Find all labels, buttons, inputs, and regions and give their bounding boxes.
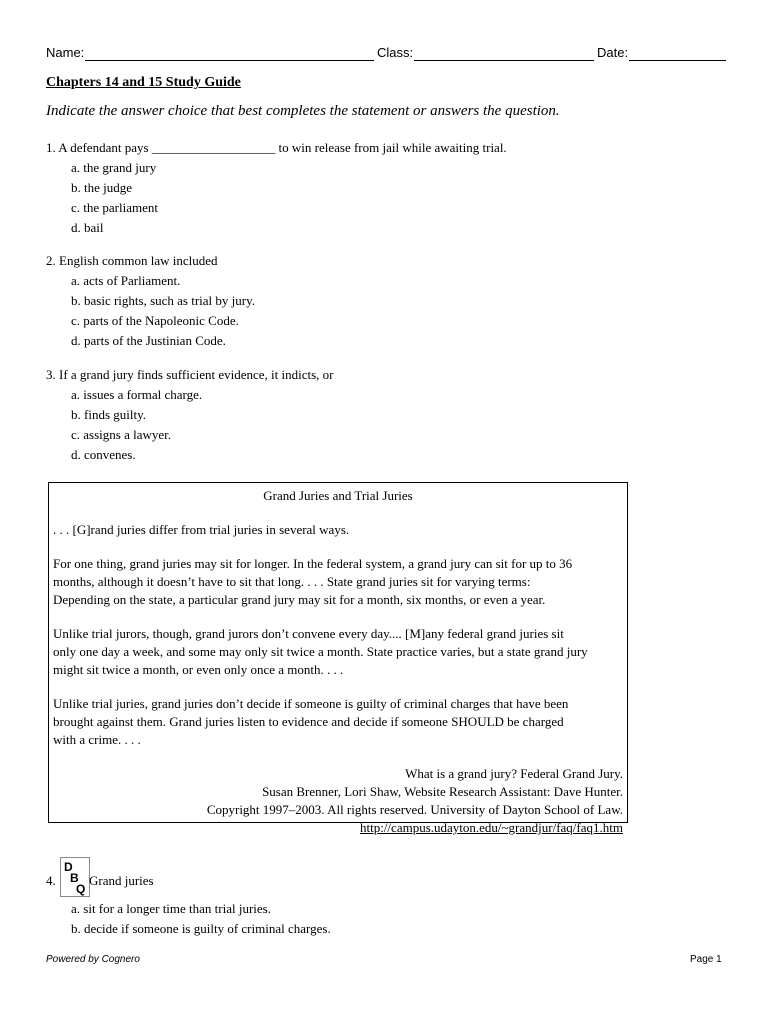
date-blank [629, 60, 726, 61]
passage-line: months, although it doesn’t have to sit that long. . . . State grand juries sit for varying terms: [53, 574, 531, 589]
passage-line: only one day a week, and some may only sit twice a month. State practice varies, but a state grand jury [53, 644, 588, 659]
question-1 [46, 138, 507, 238]
answer-option: a. issues a formal charge. [71, 387, 203, 402]
passage-line: might sit twice a month, or even only once a month. . . . [53, 662, 344, 677]
student-info-header [46, 45, 726, 63]
instructions: Indicate the answer choice that best completes the statement or answers the question. [46, 103, 560, 119]
answer-option: a. acts of Parliament. [71, 273, 181, 288]
passage-line: For one thing, grand juries may sit for longer. In the federal system, a grand jury can sit for up to 36 [53, 556, 573, 571]
question-stem: 2. English common law included [46, 253, 218, 268]
answer-option: b. basic rights, such as trial by jury. [71, 293, 256, 308]
dbq-letter-d: D [64, 860, 73, 874]
page-title: Chapters 14 and 15 Study Guide [46, 75, 241, 90]
dbq-icon [60, 857, 90, 897]
passage-line: Unlike trial jurors, though, grand jurors don’t convene every day.... [M]any federal grand juries sit [53, 626, 564, 641]
citation-line: Susan Brenner, Lori Shaw, Website Research Assistant: Dave Hunter. [262, 784, 623, 799]
citation-line: Copyright 1997–2003. All rights reserved. University of Dayton School of Law. [206, 802, 623, 817]
name-label: Name: [46, 45, 85, 60]
answer-option: d. parts of the Justinian Code. [71, 333, 226, 348]
source-link[interactable]: http://campus.udayton.edu/~grandjur/faq/faq1.htm [359, 820, 623, 835]
passage-line: with a crime. . . . [53, 732, 141, 747]
question-stem: 1. A defendant pays ___________________ to win release from jail while awaiting trial. [46, 140, 507, 155]
class-label: Class: [377, 45, 414, 60]
question-number: 4. [46, 873, 56, 888]
question-3 [46, 365, 334, 465]
dbq-letter-q: Q [76, 882, 86, 896]
answer-option: c. assigns a lawyer. [71, 427, 172, 442]
passage-line: brought against them. Grand juries listen to evidence and decide if someone SHOULD be charged [53, 714, 564, 729]
answer-option: d. convenes. [71, 447, 136, 462]
reading-passage-box [48, 482, 628, 835]
answer-option: d. bail [71, 220, 104, 235]
question-4 [46, 857, 446, 939]
class-blank [414, 60, 594, 61]
question-stem: 3. If a grand jury finds sufficient evidence, it indicts, or [46, 367, 334, 382]
passage-line: Unlike trial juries, grand juries don’t decide if someone is guilty of criminal charges that have been [53, 696, 569, 711]
question-2 [46, 251, 255, 351]
passage-title: Grand Juries and Trial Juries [263, 488, 413, 503]
citation-line: What is a grand jury? Federal Grand Jury. [405, 766, 623, 781]
answer-option: b. finds guilty. [71, 407, 146, 422]
passage-line: Depending on the state, a particular grand jury may sit for a month, six months, or even a year. [53, 592, 546, 607]
answer-option: c. the parliament [71, 200, 158, 215]
answer-option: c. parts of the Napoleonic Code. [71, 313, 239, 328]
answer-option: b. the judge [71, 180, 133, 195]
question-stem: Grand juries [89, 873, 154, 888]
passage-paragraph: . . . [G]rand juries differ from trial juries in several ways. [53, 522, 350, 537]
answer-option: b. decide if someone is guilty of criminal charges. [71, 921, 331, 936]
answer-option: a. sit for a longer time than trial juries. [71, 901, 271, 916]
date-label: Date: [597, 45, 629, 60]
name-blank [85, 60, 374, 61]
page-number: Page 1 [690, 954, 722, 965]
footer-powered-by: Powered by Cognero [46, 954, 140, 965]
answer-option: a. the grand jury [71, 160, 157, 175]
dbq-letter-b: B [70, 871, 79, 885]
